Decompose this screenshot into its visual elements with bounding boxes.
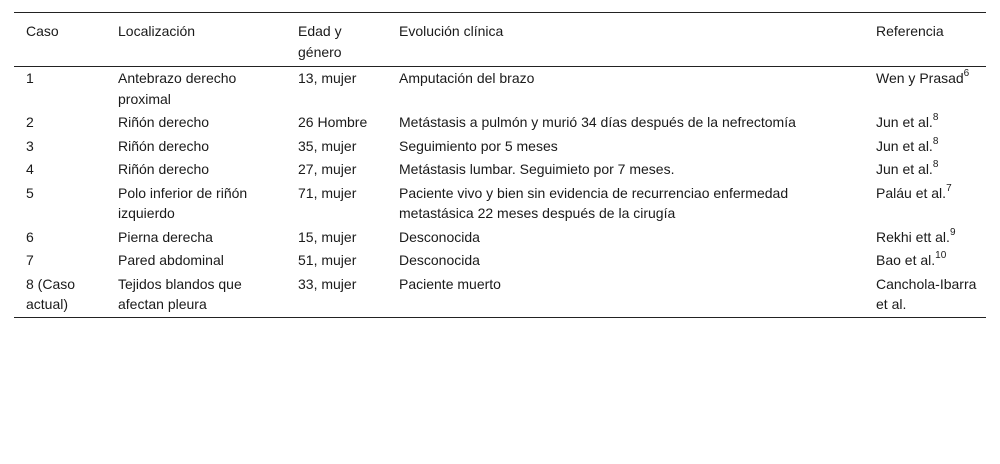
cell-evolucion: Seguimiento por 5 meses [399,137,558,154]
reference-text: Jun et al. [876,114,933,130]
cell-caso: 5 [26,184,34,201]
cell-evolucion: Desconocida [399,252,480,268]
table-row [14,182,986,226]
cell-evolucion: Metástasis lumbar. Seguimieto por 7 meses. [399,161,675,177]
cell-edad: 35, mujer [298,137,357,154]
cell-evolucion: Amputación del brazo [399,70,535,86]
cell-referencia [864,135,986,159]
cell-edad: 71, mujer [298,184,357,201]
cell-caso: 8 (Caso actual) [14,273,106,318]
reference-text: Canchola-Ibarra et al. [876,275,977,312]
reference-text: Paláu et al. [876,184,947,201]
reference-superscript: 7 [946,182,952,194]
reference-superscript: 8 [932,112,939,124]
header-edad-genero: Edad y género [286,13,387,67]
reference-superscript: 8 [932,159,939,171]
cell-evolucion: Paciente vivo y bien sin evidencia de recurrenciao enfermedad metastásica 22 meses después de la cirugía [399,184,789,221]
reference-text: Bao et al. [876,252,936,268]
cell-referencia [864,158,986,182]
table-row [14,111,986,135]
cell-localizacion: Tejidos blandos que afectan pleura [106,273,286,318]
cell-evolucion: Desconocida [399,228,480,245]
cell-referencia [864,182,986,226]
cell-edad: 27, mujer [298,161,357,177]
header-localizacion: Localización [106,13,286,67]
cell-caso: 7 [26,252,34,268]
cell-evolucion: Paciente muerto [387,273,864,318]
cell-caso: 4 [26,161,34,177]
table-row [14,135,986,159]
cell-caso: 6 [26,228,34,245]
cell-edad: 51, mujer [298,252,357,268]
cell-evolucion: Metástasis a pulmón y murió 34 días después de la nefrectomía [399,114,796,130]
cases-table [14,12,986,318]
cell-referencia [864,249,986,273]
table-row [14,249,986,273]
cell-referencia [864,111,986,135]
table-row [14,67,986,112]
table-row [14,226,986,250]
reference-superscript: 9 [949,226,956,238]
cell-referencia [864,226,986,250]
cell-caso: 3 [26,137,34,154]
cases-table-container [14,12,986,318]
cell-edad: 33, mujer [286,273,387,318]
reference-superscript: 10 [935,250,947,262]
cell-caso: 1 [26,70,34,86]
cell-localizacion: Riñón derecho [118,114,210,130]
cell-caso: 2 [26,114,34,130]
reference-superscript: 6 [963,68,970,80]
header-evolucion-clinica: Evolución clínica [387,13,864,67]
cell-edad: 15, mujer [298,228,357,245]
cell-edad: 13, mujer [298,70,357,86]
reference-superscript: 8 [932,135,939,147]
header-caso: Caso [14,13,106,67]
cell-referencia [864,273,986,318]
cell-localizacion: Pierna derecha [118,228,213,245]
header-row [14,13,986,67]
cell-localizacion: Polo inferior de riñón izquierdo [118,184,248,221]
cell-referencia [864,67,986,112]
reference-text: Jun et al. [876,137,933,154]
cell-localizacion: Antebrazo derecho proximal [118,70,237,107]
reference-text: Rekhi ett al. [876,228,950,245]
cell-edad: 26 Hombre [298,114,368,130]
table-row [14,273,986,318]
cell-localizacion: Riñón derecho [118,137,210,154]
header-referencia: Referencia [864,13,986,67]
reference-text: Wen y Prasad [876,70,964,86]
table-row [14,158,986,182]
cell-localizacion: Riñón derecho [118,161,210,177]
reference-text: Jun et al. [876,161,933,177]
cell-localizacion: Pared abdominal [118,252,224,268]
